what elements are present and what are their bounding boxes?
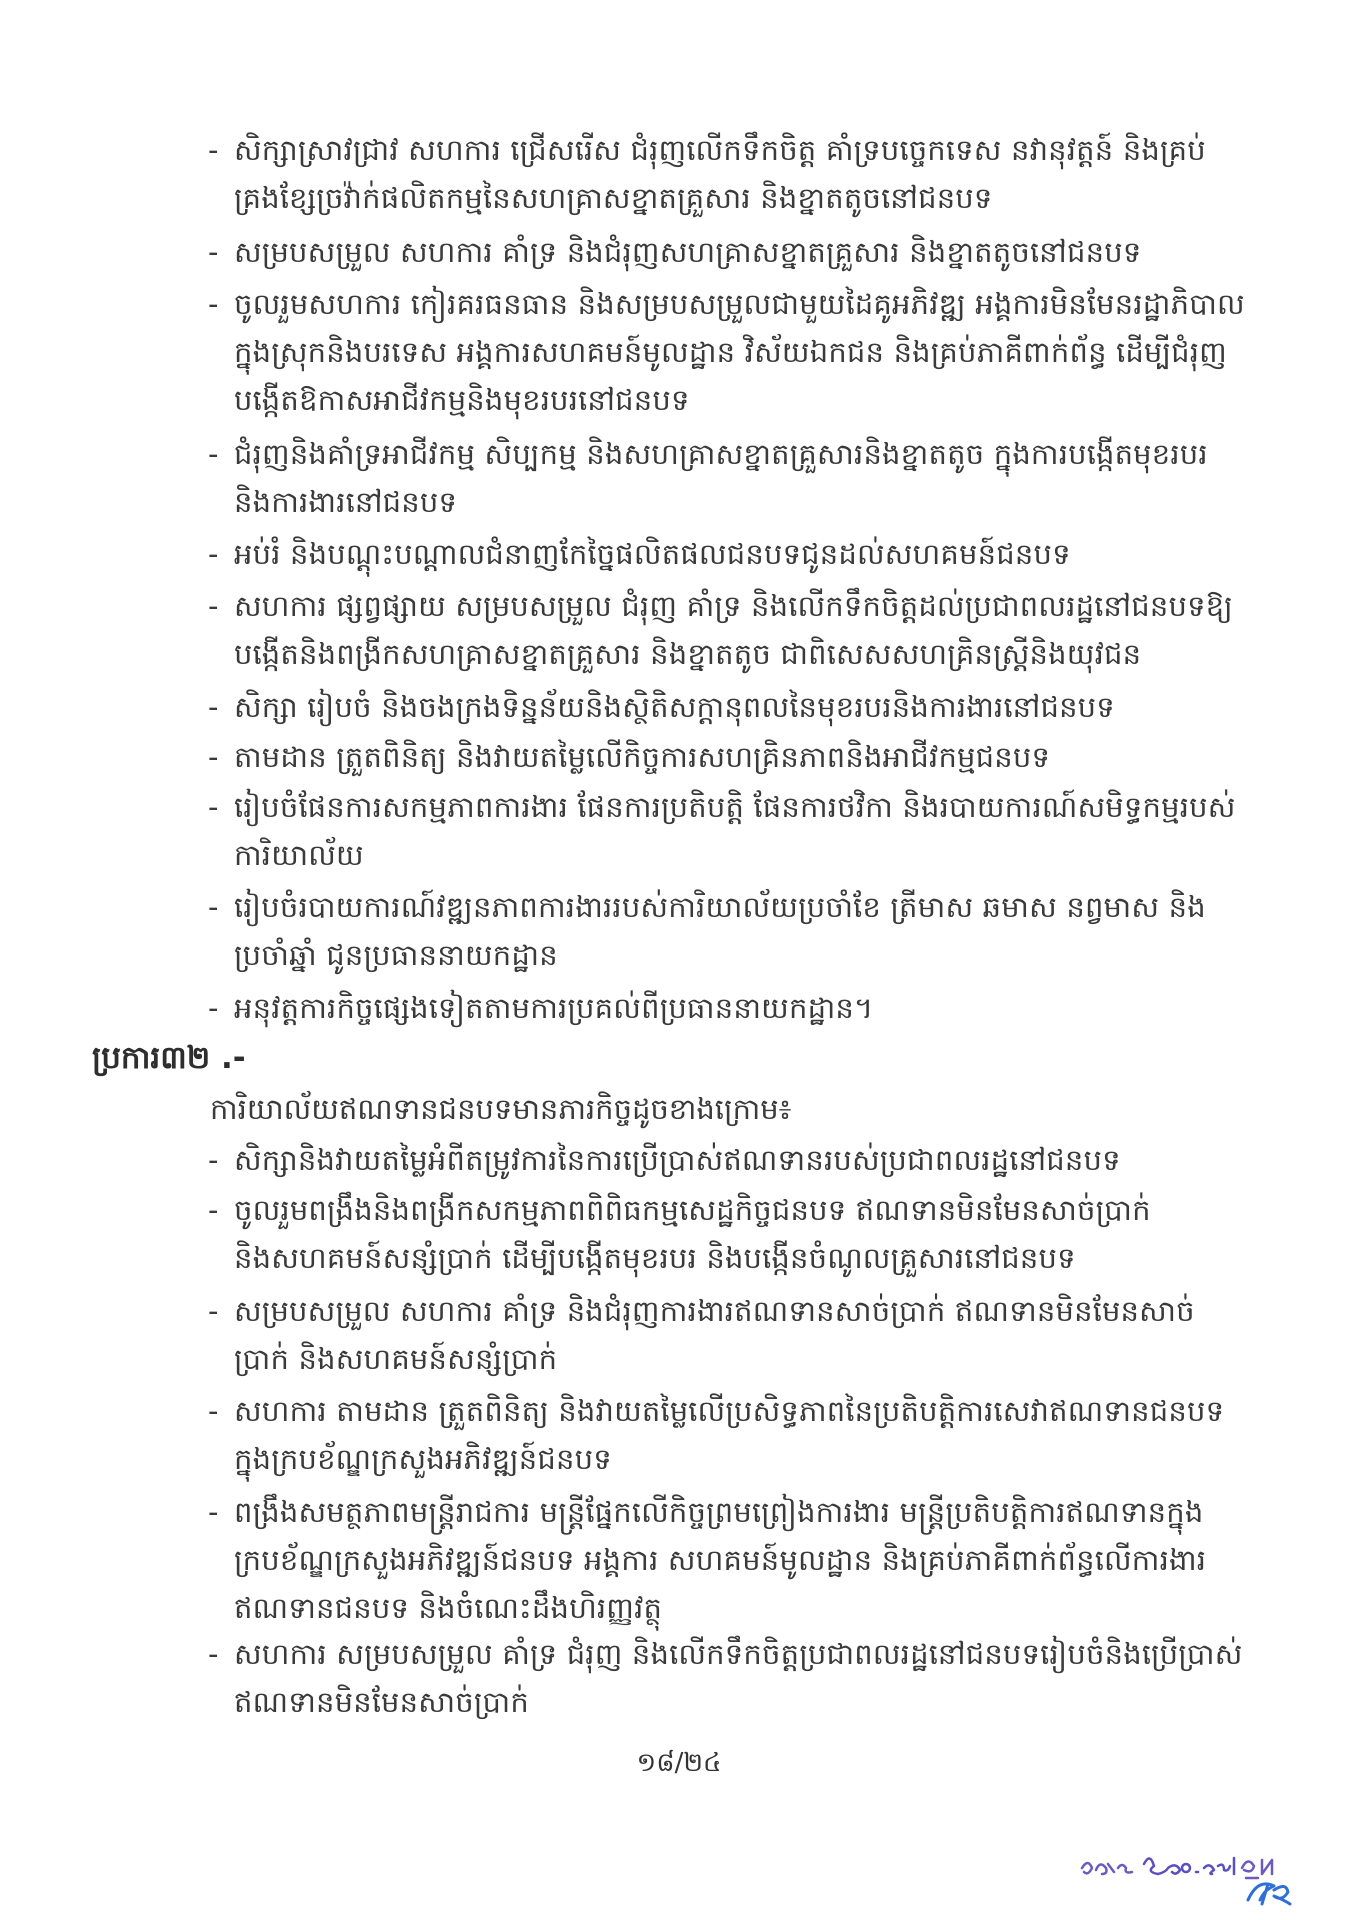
list-item-text: រៀបចំរបាយការណ៍វឌ្ឍនភាពការងាររបស់ការិយាល័យប្រចាំខែ ត្រីមាស ឆមាស នព្វមាស និងប្រចាំឆ្នាំ ជូនប្រធាននាយកដ្ឋាន: [234, 890, 1206, 972]
article-intro: ការិយាល័យឥណទានជនបទមានភារកិច្ចដូចខាងក្រោម៖: [210, 1092, 792, 1126]
list-item-text: សិក្សានិងវាយតម្លៃអំពីតម្រូវការនៃការប្រើប្រាស់ឥណទានរបស់ប្រជាពលរដ្ឋនៅជនបទ: [234, 1143, 1121, 1177]
bullet-dash: -: [208, 1294, 219, 1328]
list-item-text: ជំរុញនិងគាំទ្រអាជីវកម្ម សិប្បកម្ម និងសហគ្រាសខ្នាតគ្រួសារនិងខ្នាតតូច ក្នុងការបង្កើតមុខរបរ និងការងារនៅជនបទ: [234, 437, 1208, 519]
list-item-text: សិក្សាស្រាវជ្រាវ សហការ ជ្រើសរើស ជំរុញលើកទឹកចិត្ត គាំទ្របច្ចេកទេស នវានុវត្តន៍ និងគ្រប់គ្រងខ្សែច្រវ៉ាក់ផលិតកម្មនៃសហគ្រាសខ្នាតគ្រួសារ និងខ្នាតតូចនៅជនបទ: [234, 133, 1206, 215]
list-item: [208, 1630, 1248, 1726]
list-item-text: សម្របសម្រួល សហការ គាំទ្រ និងជំរុញសហគ្រាសខ្នាតគ្រួសារ និងខ្នាតតូចនៅជនបទ: [234, 235, 1142, 269]
bullet-dash: -: [208, 287, 219, 321]
list-item: [208, 883, 1248, 979]
bullet-dash: -: [208, 1637, 219, 1671]
bullet-dash: -: [208, 437, 219, 471]
list-item-text: សហការ សម្របសម្រួល គាំទ្រ ជំរុញ និងលើកទឹកចិត្តប្រជាពលរដ្ឋនៅជនបទរៀបចំនិងប្រើប្រាស់ឥណទានមិនមែនសាច់ប្រាក់: [234, 1637, 1243, 1719]
list-item: [208, 1287, 1248, 1383]
list-item: [208, 228, 1248, 276]
list-item: [208, 530, 1248, 578]
page-number: ១៨/២៤: [636, 1748, 722, 1778]
signature-initials: [1078, 1838, 1318, 1908]
list-item-text: តាមដាន ត្រួតពិនិត្យ និងវាយតម្លៃលើកិច្ចការសហគ្រិនភាពនិងអាជីវកម្មជនបទ: [234, 740, 1051, 774]
bullet-dash: -: [208, 740, 219, 774]
list-item-text: ចូលរួមសហការ កៀរគរធនធាន និងសម្របសម្រួលជាមួយដៃគូអភិវឌ្ឍ អង្គការមិនមែនរដ្ឋាភិបាលក្នុងស្រុកនិងបរទេស អង្គការសហគមន៍មូលដ្ឋាន វិស័យឯកជន និងគ្រប់ភាគីពាក់ព័ន្ធ ដើម្បីជំរុញបង្កើតឱកាសអាជីវកម្មនិងមុខរបរនៅជនបទ: [234, 287, 1245, 417]
list-item: [208, 783, 1248, 879]
list-item: [208, 984, 1248, 1032]
list-item: [208, 1488, 1248, 1632]
list-item: [208, 1387, 1248, 1483]
list-item: [208, 582, 1248, 678]
list-item: [208, 733, 1248, 781]
list-item: [208, 1136, 1248, 1184]
list-item-text: ពង្រឹងសមត្ថភាពមន្ត្រីរាជការ មន្ត្រីផ្នែកលើកិច្ចព្រមព្រៀងការងារ មន្ត្រីប្រតិបត្តិការឥណទានក្នុងក្របខ័ណ្ឌក្រសួងអភិវឌ្ឍន៍ជនបទ អង្គការ សហគមន៍មូលដ្ឋាន និងគ្រប់ភាគីពាក់ព័ន្ធលើការងារឥណទានជនបទ និងចំណេះដឹងហិរញ្ញវត្ថុ: [234, 1495, 1207, 1625]
bullet-dash: -: [208, 1193, 219, 1227]
list-item-text: អប់រំ និងបណ្តុះបណ្តាលជំនាញកែច្នៃផលិតផលជនបទជូនដល់សហគមន៍ជនបទ: [234, 537, 1071, 571]
list-item: [208, 126, 1248, 222]
list-item-text: សិក្សា រៀបចំ និងចងក្រងទិន្នន័យនិងស្ថិតិសក្តានុពលនៃមុខរបរនិងការងារនៅជនបទ: [234, 690, 1115, 724]
bullet-dash: -: [208, 991, 219, 1025]
bullet-dash: -: [208, 133, 219, 167]
bullet-dash: -: [208, 589, 219, 623]
list-item-text: សម្របសម្រួល សហការ គាំទ្រ និងជំរុញការងារឥណទានសាច់ប្រាក់ ឥណទានមិនមែនសាច់ប្រាក់ និងសហគមន៍សន្សំប្រាក់: [234, 1294, 1195, 1376]
bullet-dash: -: [208, 1143, 219, 1177]
list-item-text: សហការ ផ្សព្វផ្សាយ សម្របសម្រួល ជំរុញ គាំទ្រ និងលើកទឹកចិត្តដល់ប្រជាពលរដ្ឋនៅជនបទឱ្យបង្កើតនិងពង្រីកសហគ្រាសខ្នាតគ្រួសារ និងខ្នាតតូច ជាពិសេសសហគ្រិនស្ត្រីនិងយុវជន: [234, 589, 1233, 671]
bullet-dash: -: [208, 1394, 219, 1428]
bullet-dash: -: [208, 1495, 219, 1529]
article-heading: ប្រការ៣២ .-: [92, 1040, 246, 1076]
bullet-dash: -: [208, 690, 219, 724]
list-item-text: អនុវត្តការកិច្ចផ្សេងទៀតតាមការប្រគល់ពីប្រធាននាយកដ្ឋាន។: [234, 991, 874, 1025]
bullet-dash: -: [208, 235, 219, 269]
list-item: [208, 683, 1248, 731]
list-item: [208, 280, 1248, 424]
list-item-text: ចូលរួមពង្រឹងនិងពង្រីកសកម្មភាពពិពិធកម្មសេដ្ឋកិច្ចជនបទ ឥណទានមិនមែនសាច់ប្រាក់ និងសហគមន៍សន្សំប្រាក់ ដើម្បីបង្កើតមុខរបរ និងបង្កើនចំណូលគ្រួសារនៅជនបទ: [234, 1193, 1151, 1275]
bullet-dash: -: [208, 790, 219, 824]
bullet-dash: -: [208, 537, 219, 571]
list-item-text: រៀបចំផែនការសកម្មភាពការងារ ផែនការប្រតិបត្តិ ផែនការថវិកា និងរបាយការណ៍សមិទ្ធកម្មរបស់ការិយាល័យ: [234, 790, 1236, 872]
list-item-text: សហការ តាមដាន ត្រួតពិនិត្យ និងវាយតម្លៃលើប្រសិទ្ធភាពនៃប្រតិបត្តិការសេវាឥណទានជនបទក្នុងក្របខ័ណ្ឌក្រសួងអភិវឌ្ឍន៍ជនបទ: [234, 1394, 1225, 1476]
signature-icon: [1078, 1838, 1318, 1908]
list-item: [208, 430, 1248, 526]
bullet-dash: -: [208, 890, 219, 924]
list-item: [208, 1186, 1248, 1282]
